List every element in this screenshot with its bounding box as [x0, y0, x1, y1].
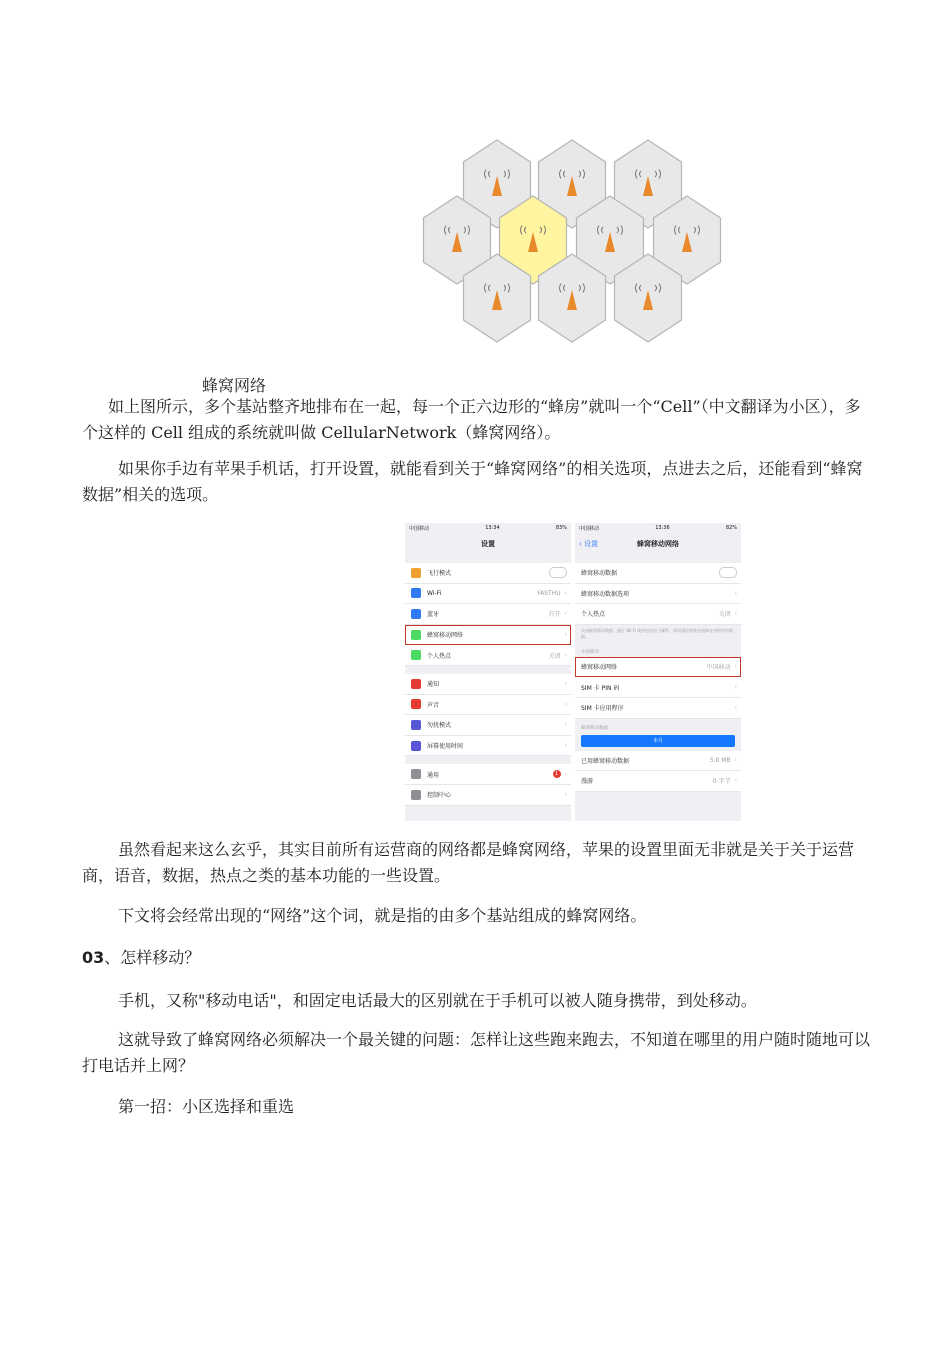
settings-row[interactable] [405, 674, 571, 695]
settings-app-icon [411, 650, 421, 660]
row-label: SIM 卡 PIN 码 [581, 684, 620, 692]
settings-row[interactable] [575, 584, 741, 605]
chevron-right-icon: › [734, 610, 737, 618]
back-label: 设置 [584, 540, 599, 548]
carrier-label: 中国移动 [579, 525, 600, 532]
chevron-right-icon: › [564, 680, 567, 688]
settings-row[interactable] [405, 604, 571, 625]
chevron-right-icon: › [734, 683, 737, 691]
battery-label: 82% [725, 525, 737, 531]
settings-app-icon [411, 720, 421, 730]
heading-number: 03 [82, 948, 105, 967]
settings-app-icon [411, 609, 421, 619]
paragraph-4: 下文将会经常出现的“网络”这个词，就是指的由多个基站组成的蜂窝网络。 [118, 906, 647, 925]
settings-row[interactable] [405, 764, 571, 785]
row-label: 蜂窝移动数据 [581, 570, 618, 578]
back-button[interactable]: ‹ 设置 [579, 540, 599, 548]
settings-app-icon [411, 568, 421, 578]
chevron-right-icon: › [734, 704, 737, 712]
status-bar [405, 523, 571, 533]
screen-title: 设置 [481, 540, 495, 548]
row-value: 5.0 MB [709, 756, 731, 764]
cellular-note: 关闭蜂窝移动数据，通过 Wi-Fi 使用包括电子邮件、网页浏览和推送通知在内的所有数据。 [581, 627, 734, 639]
phone-cellular-screen [575, 523, 741, 821]
row-label: 蓝牙 [427, 611, 440, 619]
chevron-right-icon: › [564, 721, 567, 729]
paragraph-6: 这就导致了蜂窝网络必须解决一个最关键的问题：怎样让这些跑来跑去，不知道在哪里的用户随时随地可以打电话并上网？ [82, 1030, 871, 1075]
row-label: 已用蜂窝移动数据 [581, 757, 630, 765]
paragraph-3: 虽然看起来这么玄乎，其实目前所有运营商的网络都是蜂窝网络，苹果的设置里面无非就是关于关于运营商，语音，数据，热点之类的基本功能的一些设置。 [82, 840, 855, 885]
chevron-right-icon: › [734, 756, 737, 764]
row-label: 屏幕使用时间 [427, 743, 464, 751]
settings-row[interactable] [575, 751, 741, 772]
row-label: 声音 [427, 701, 440, 709]
chevron-right-icon: › [564, 791, 567, 799]
status-bar [575, 523, 741, 533]
settings-group-notifications [405, 674, 571, 756]
chevron-right-icon: › [564, 651, 567, 659]
cellular-data-group [575, 563, 741, 625]
row-label: 飞行模式 [427, 570, 452, 578]
section-heading [82, 945, 200, 971]
settings-app-icon [411, 630, 421, 640]
battery-label: 83% [555, 525, 567, 531]
paragraph-5: 手机，又称"移动电话"，和固定电话最大的区别就在于手机可以被人随身携带，到处移动。 [118, 991, 757, 1010]
time-label: 13:34 [485, 525, 500, 531]
settings-row[interactable] [575, 604, 741, 625]
chevron-right-icon: › [734, 663, 737, 671]
toggle-switch[interactable] [719, 567, 737, 578]
chevron-right-icon: › [564, 631, 567, 639]
row-label: 个人热点 [581, 611, 606, 619]
settings-row[interactable] [405, 625, 571, 646]
settings-row[interactable] [575, 677, 741, 698]
settings-app-icon [411, 741, 421, 751]
title-label: 蜂窝移动网络 [637, 540, 679, 548]
iphone-settings-screenshots [405, 523, 741, 821]
chevron-right-icon: › [564, 589, 567, 597]
carrier-label: 中国移动 [409, 525, 430, 532]
row-label: Wi-Fi [427, 589, 442, 597]
settings-row[interactable] [405, 563, 571, 584]
settings-row[interactable] [405, 584, 571, 605]
chevron-right-icon: › [734, 589, 737, 597]
usage-group [575, 751, 741, 792]
row-label: 勿扰模式 [427, 722, 452, 730]
notification-badge: 1 [553, 770, 561, 778]
chevron-right-icon: › [564, 700, 567, 708]
row-label: 蜂窝移动网络 [427, 632, 464, 640]
chevron-right-icon: › [734, 777, 737, 785]
phone-settings-screen [405, 523, 571, 821]
row-label: 蜂窝移动数据选项 [581, 590, 630, 598]
row-label: SIM 卡应用程序 [581, 705, 624, 713]
time-label: 13:36 [655, 525, 670, 531]
settings-row[interactable] [575, 563, 741, 584]
settings-row[interactable] [575, 657, 741, 678]
paragraph-2: 如果你手边有苹果手机话，打开设置，就能看到关于“蜂窝网络”的相关选项，点进去之后，还能看到“蜂窝数据”相关的选项。 [82, 459, 863, 504]
settings-app-icon [411, 679, 421, 689]
settings-app-icon [411, 790, 421, 800]
row-value: 打开 [548, 611, 561, 619]
chevron-right-icon: › [564, 610, 567, 618]
row-value: FASTHU [537, 589, 561, 597]
screen-title [575, 533, 741, 555]
settings-app-icon [411, 769, 421, 779]
row-label: 控制中心 [427, 792, 452, 800]
row-label: 通用 [427, 771, 440, 779]
row-label: 漫游 [581, 778, 594, 786]
settings-app-icon [411, 699, 421, 709]
settings-app-icon [411, 588, 421, 598]
carrier-group [575, 657, 741, 719]
row-label: 个人热点 [427, 652, 452, 660]
this-month-button[interactable]: 本月 [581, 735, 735, 747]
toggle-switch[interactable] [549, 567, 567, 578]
chevron-right-icon: › [564, 770, 567, 778]
settings-row[interactable] [405, 736, 571, 757]
figure-caption: 蜂窝网络 [202, 376, 267, 395]
paragraph-7: 第一招：小区选择和重选 [118, 1097, 295, 1116]
settings-row[interactable] [575, 698, 741, 719]
row-value: 中国移动 [706, 664, 731, 672]
settings-row[interactable] [405, 645, 571, 666]
settings-row[interactable] [405, 695, 571, 716]
settings-row[interactable] [405, 715, 571, 736]
heading-text: 、怎样移动？ [104, 948, 201, 967]
row-value: 0 字节 [712, 778, 731, 786]
row-label: 蜂窝移动网络 [581, 664, 618, 672]
settings-row[interactable] [575, 771, 741, 792]
settings-group-general [405, 764, 571, 805]
row-value: 关闭 [548, 652, 561, 660]
section-cellular-data: 蜂窝移动数据 [581, 725, 608, 731]
row-value: 关闭 [718, 611, 731, 619]
paragraph-1: 如上图所示，多个基站整齐地排布在一起，每一个正六边形的“蜂房”就叫一个“Cell”（中文翻译为小区），多个这样的 Cell 组成的系统就叫做 CellularNetwork（蜂窝网络）。 [82, 397, 861, 442]
settings-group-connectivity [405, 563, 571, 666]
section-carrier: 中国移动 [581, 649, 599, 655]
settings-row[interactable] [405, 785, 571, 806]
chevron-right-icon: › [564, 742, 567, 750]
row-label: 通知 [427, 681, 440, 689]
cellular-network-figure [416, 126, 728, 358]
